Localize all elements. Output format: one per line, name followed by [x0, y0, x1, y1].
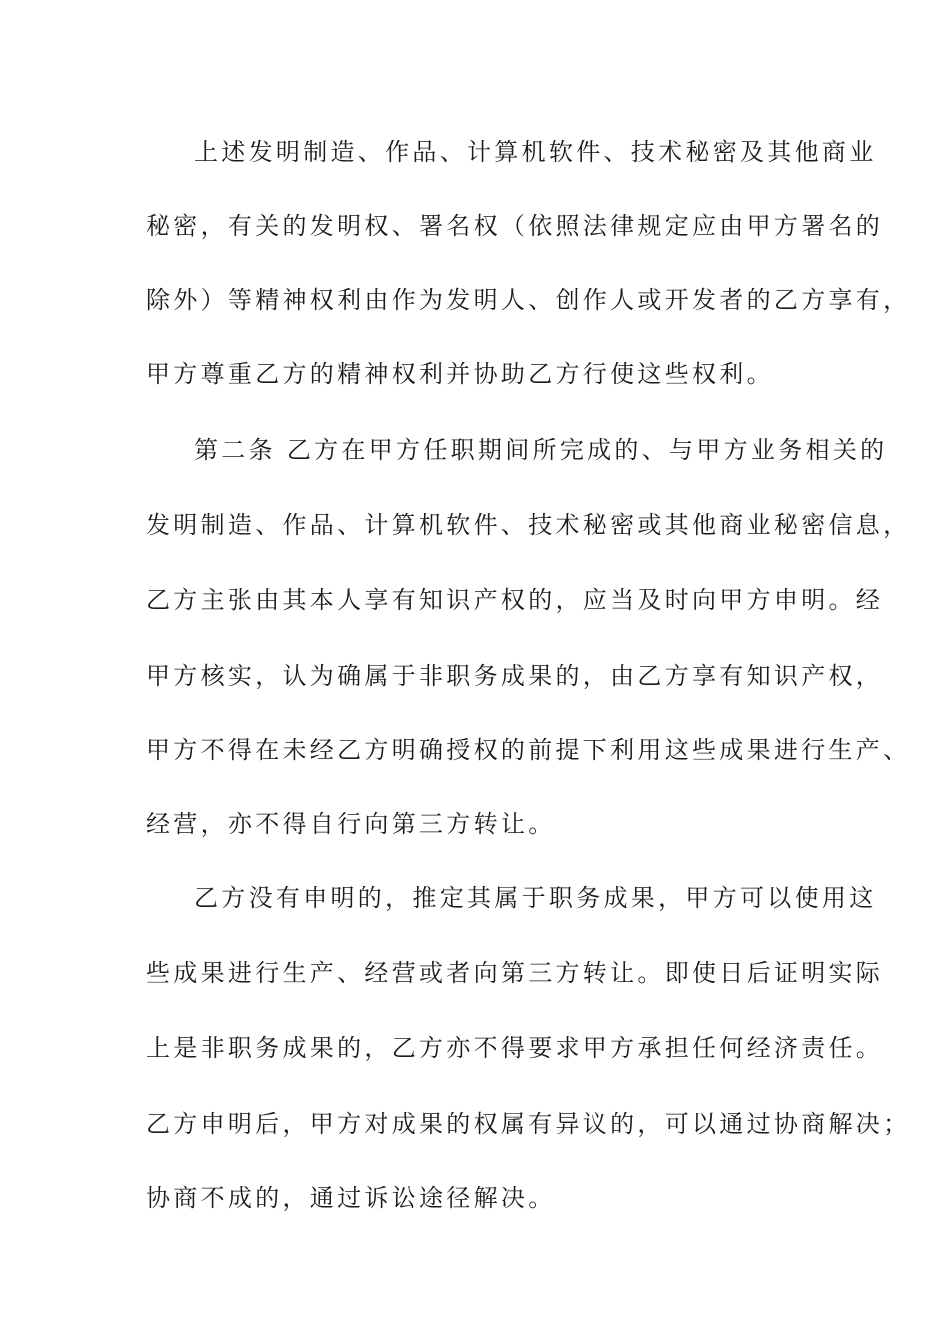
article-2-line-1: 第二条 乙方在甲方任职期间所完成的、与甲方业务相关的 — [194, 436, 888, 464]
paragraph-1-line-4: 甲方尊重乙方的精神权利并协助乙方行使这些权利。 — [146, 360, 774, 388]
paragraph-1-line-1: 上述发明制造、作品、计算机软件、技术秘密及其他商业 — [194, 138, 877, 166]
paragraph-3-line-4: 乙方申明后，甲方对成果的权属有异议的，可以通过协商解决； — [146, 1110, 911, 1138]
article-2-line-6: 经营，亦不得自行向第三方转让。 — [146, 810, 556, 838]
article-2-line-2: 发明制造、作品、计算机软件、技术秘密或其他商业秘密信息， — [146, 511, 911, 539]
paragraph-3-line-1: 乙方没有申明的，推定其属于职务成果，甲方可以使用这 — [194, 884, 877, 912]
paragraph-1-line-2: 秘密，有关的发明权、署名权（依照法律规定应由甲方署名的 — [146, 212, 884, 240]
article-2-line-5: 甲方不得在未经乙方明确授权的前提下利用这些成果进行生产、 — [146, 736, 911, 764]
paragraph-1-line-3: 除外）等精神权利由作为发明人、创作人或开发者的乙方享有， — [146, 286, 911, 314]
paragraph-3-line-5: 协商不成的，通过诉讼途径解决。 — [146, 1184, 556, 1212]
paragraph-3-line-2: 些成果进行生产、经营或者向第三方转让。即使日后证明实际 — [146, 959, 884, 987]
article-2-line-3: 乙方主张由其本人享有知识产权的，应当及时向甲方申明。经 — [146, 586, 884, 614]
paragraph-3-line-3: 上是非职务成果的，乙方亦不得要求甲方承担任何经济责任。 — [146, 1034, 884, 1062]
article-2-line-4: 甲方核实，认为确属于非职务成果的，由乙方享有知识产权， — [146, 662, 884, 690]
